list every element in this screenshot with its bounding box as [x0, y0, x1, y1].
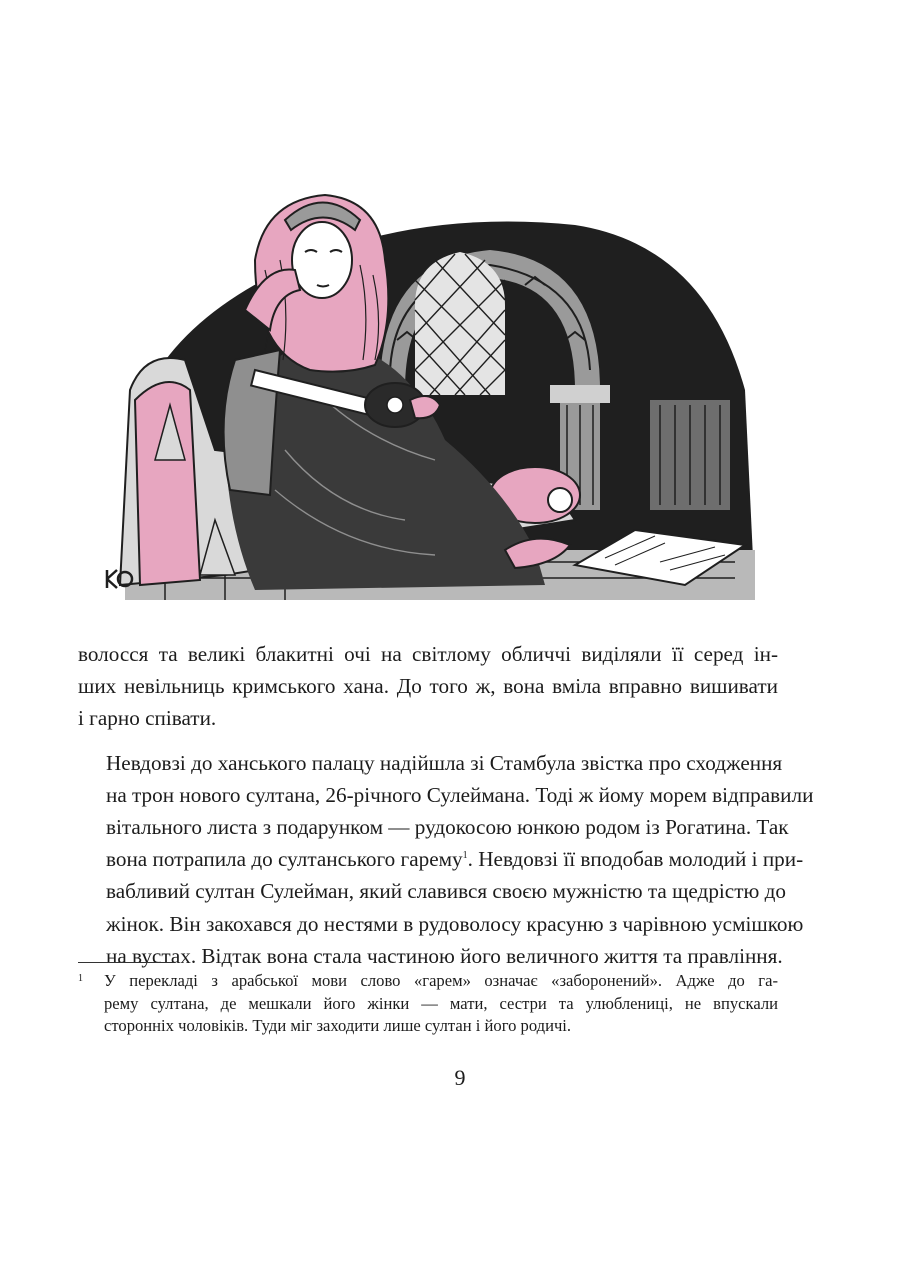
paragraph-continuation: [78, 638, 778, 735]
text-line: на вустах. Відтак вона стала частиною його величного життя та правління.: [106, 943, 783, 968]
text-segment: . Невдовзі її вподобав молодий і при-: [467, 847, 804, 872]
footnote-line: У перекладі з арабської мови слово «гарем» означає «заборонений». Адже до га-: [104, 971, 778, 990]
text-line-with-footnote: [78, 843, 804, 875]
footnote: [78, 970, 778, 1038]
paragraph-main: [78, 747, 814, 972]
footnote-body: [104, 970, 778, 1038]
text-line: вітального листа з подарунком — рудокосою юнкою родом із Рогатина. Так: [106, 815, 789, 840]
text-line: волосся та великі блакитні очі на світлому обличчі виділяли її серед ін-: [78, 642, 778, 666]
footnote-line: рему султана, де мешкали його жінки — мати, сестри та улюблениці, не впускали: [104, 993, 778, 1013]
footnote-number: 1: [78, 973, 83, 984]
text-line: жінок. Він закохався до нестями в рудоволосу красуню з чарівною усмішкою: [106, 911, 804, 936]
text-segment: вона потрапила до султанського гарему: [106, 847, 463, 872]
text-line: на трон нового султана, 26-річного Сулеймана. Тоді ж йому морем відправили: [106, 782, 814, 807]
text-line: ших невільниць кримського хана. До того ж, вона вміла вправно вишивати: [78, 674, 778, 699]
page-number: 9: [454, 1065, 466, 1090]
footnote-divider: [78, 962, 173, 963]
text-line: вабливий султан Сулейман, який славився своєю мужністю та щедрістю до: [106, 879, 786, 904]
body-text: [78, 638, 814, 972]
illustration-svg: [105, 190, 760, 620]
footnote-line: сторонніх чоловіків. Туди міг заходити лише султан і його родичі.: [104, 1016, 572, 1035]
footnote-reference[interactable]: 1: [462, 850, 468, 862]
lattice-window: [415, 252, 505, 395]
text-line: і гарно співати.: [78, 706, 217, 731]
illustration: [105, 190, 760, 620]
text-line: Невдовзі до ханського палацу надійшла зі Стамбула звістка про сходження: [106, 750, 783, 775]
